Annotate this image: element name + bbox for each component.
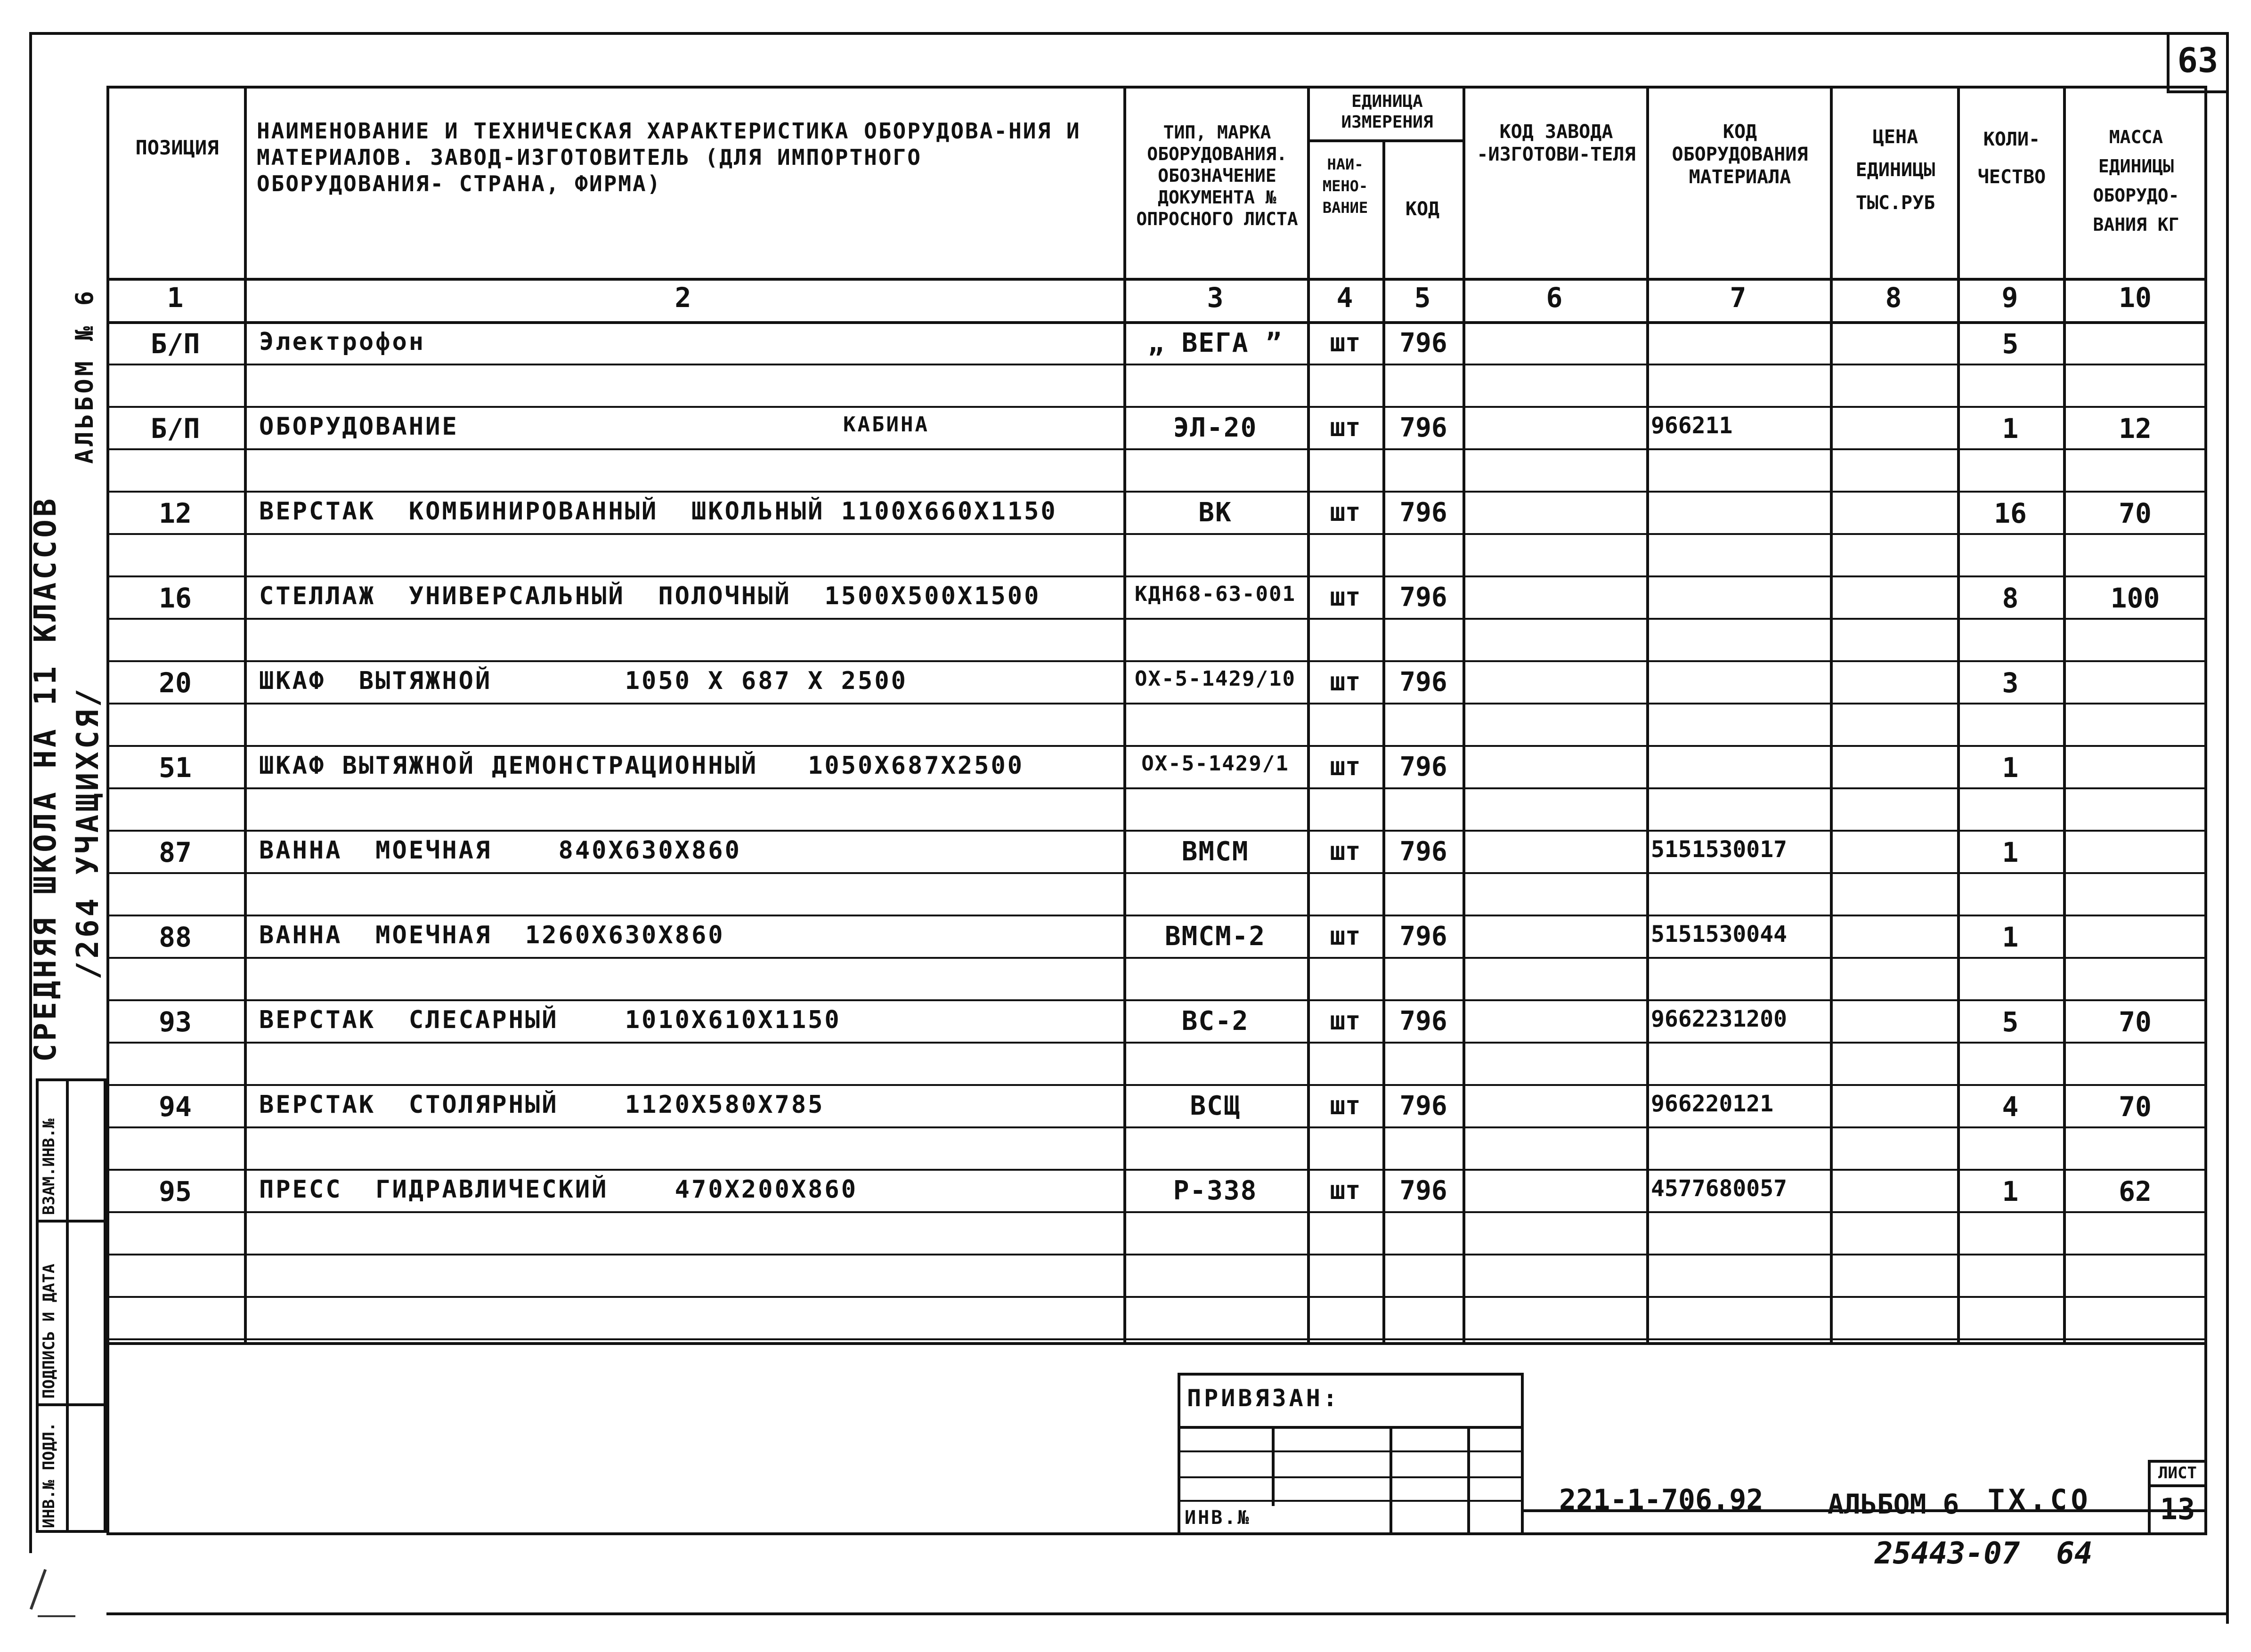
corner-mark — [30, 1569, 47, 1610]
row-name: ВАННА МОЕЧНАЯ 840Х630Х860 — [259, 836, 741, 865]
row-name: ШКАФ ВЫТЯЖНОЙ ДЕМОНСТРАЦИОННЫЙ 1050Х687Х2500 — [259, 752, 1024, 780]
row-separator — [106, 872, 2207, 874]
header-unit-name: НАИ-МЕНО-ВАНИЕ — [1322, 155, 1368, 217]
row-unit-code: 796 — [1399, 921, 1447, 952]
row-quantity: 8 — [2002, 582, 2019, 614]
row-mass: 70 — [2119, 1091, 2152, 1123]
row-type: ОХ-5-1429/1 — [1141, 752, 1289, 776]
row-separator — [106, 1338, 2207, 1340]
row-type: ВК — [1198, 497, 1232, 528]
row-unit: шт — [1330, 921, 1361, 951]
row-separator — [106, 999, 2207, 1001]
row-name-extra: КАБИНА — [843, 413, 929, 437]
row-position: 20 — [159, 667, 192, 699]
row-quantity: 1 — [2002, 1175, 2019, 1207]
col-line-3 — [1123, 86, 1126, 1342]
row-unit-code: 796 — [1399, 582, 1447, 613]
row-unit-code: 796 — [1399, 836, 1447, 867]
row-position: 94 — [159, 1091, 192, 1123]
privyazan-line-2 — [1178, 1450, 1524, 1452]
row-separator — [106, 830, 2207, 832]
row-separator — [106, 1042, 2207, 1044]
header-factory-code: КОД ЗАВОДА -ИЗГОТОВИ-ТЕЛЯ — [1477, 121, 1636, 165]
bottom-stamp-number: 25443-07 64 — [1875, 1536, 2093, 1571]
row-unit: шт — [1330, 752, 1361, 781]
column-number-7: 7 — [1730, 282, 1747, 314]
row-unit: шт — [1330, 497, 1361, 527]
row-equipment-code: 4577680057 — [1651, 1175, 1787, 1202]
row-position: 93 — [159, 1006, 192, 1038]
row-name: СТЕЛЛАЖ УНИВЕРСАЛЬНЫЙ ПОЛОЧНЫЙ 1500Х500Х1500 — [259, 582, 1041, 610]
row-quantity: 5 — [2002, 1006, 2019, 1038]
row-unit: шт — [1330, 1175, 1361, 1205]
privyazan-line-3 — [1178, 1476, 1524, 1478]
row-name: ВЕРСТАК СТОЛЯРНЫЙ 1120Х580Х785 — [259, 1091, 825, 1119]
header-price: ЦЕНА ЕДИНИЦЫ ТЫС.РУБ — [1855, 126, 1935, 214]
row-type: ВМСМ-2 — [1164, 921, 1266, 952]
row-separator — [106, 533, 2207, 535]
column-number-6: 6 — [1546, 282, 1563, 314]
row-unit-code: 796 — [1399, 413, 1447, 443]
header-unit-group: ЕДИНИЦА ИЗМЕРЕНИЯ — [1341, 92, 1433, 132]
row-unit: шт — [1330, 582, 1361, 612]
row-separator — [106, 1211, 2207, 1213]
col-line-4 — [1307, 86, 1310, 1342]
col-line-8 — [1830, 86, 1833, 1342]
col-line-9 — [1957, 86, 1960, 1342]
document-code: 221-1-706.92 — [1559, 1483, 1763, 1516]
row-unit: шт — [1330, 1006, 1361, 1036]
header-bottom-line — [106, 278, 2207, 281]
row-unit: шт — [1330, 328, 1361, 357]
column-number-4: 4 — [1336, 282, 1353, 314]
col-line-10 — [2063, 86, 2066, 1342]
column-number-3: 3 — [1207, 282, 1224, 314]
side-box-podpis-data: ПОДПИСЬ И ДАТА — [40, 1263, 58, 1399]
privyazan-vline-3 — [1467, 1426, 1470, 1535]
row-separator — [106, 1084, 2207, 1086]
inv-number-label: ИНВ.№ — [1185, 1507, 1251, 1529]
row-separator — [106, 1169, 2207, 1171]
row-mass: 62 — [2119, 1175, 2152, 1207]
page-number: 63 — [2177, 40, 2218, 80]
row-type: „ ВЕГА ” — [1148, 328, 1283, 358]
row-mass: 70 — [2119, 497, 2152, 529]
row-type: ВМСМ — [1181, 836, 1249, 867]
row-type: ВС-2 — [1181, 1006, 1249, 1037]
row-name: ПРЕСС ГИДРАВЛИЧЕСКИЙ 470Х200Х860 — [259, 1175, 858, 1204]
row-separator — [106, 915, 2207, 916]
col-line-2 — [244, 86, 247, 1342]
row-unit-code: 796 — [1399, 1091, 1447, 1121]
header-quantity: КОЛИ-ЧЕСТВО — [1977, 129, 2046, 188]
sheet-number: 13 — [2160, 1492, 2195, 1526]
row-type: КДН68-63-001 — [1135, 582, 1296, 606]
numbers-bottom-line — [106, 321, 2207, 324]
row-unit-code: 796 — [1399, 667, 1447, 697]
side-box-vzam-inv: ВЗАМ.ИНВ.№ — [40, 1118, 58, 1215]
row-unit: шт — [1330, 1091, 1361, 1120]
row-unit-code: 796 — [1399, 497, 1447, 528]
row-separator — [106, 703, 2207, 705]
row-quantity: 1 — [2002, 836, 2019, 868]
row-unit-code: 796 — [1399, 1175, 1447, 1206]
row-mass: 12 — [2119, 413, 2152, 445]
outer-frame-top — [29, 32, 2229, 35]
row-quantity: 5 — [2002, 328, 2019, 360]
row-unit: шт — [1330, 413, 1361, 442]
row-separator — [106, 1296, 2207, 1298]
row-mass: 100 — [2110, 582, 2160, 614]
privyazan-vline-2 — [1390, 1426, 1392, 1535]
outer-frame-bottom — [106, 1612, 2229, 1615]
header-unit-code: КОД — [1405, 198, 1440, 220]
row-separator — [106, 491, 2207, 493]
row-separator — [106, 745, 2207, 747]
row-quantity: 1 — [2002, 921, 2019, 953]
row-separator — [106, 618, 2207, 620]
row-name: ВАННА МОЕЧНАЯ 1260Х630Х860 — [259, 921, 725, 949]
document-mark: ТХ.СО — [1988, 1483, 2092, 1516]
row-quantity: 1 — [2002, 413, 2019, 445]
row-separator — [106, 957, 2207, 959]
side-stamp-divider — [66, 1078, 69, 1533]
header-mass: МАССА ЕДИНИЦЫ ОБОРУДО-ВАНИЯ КГ — [2093, 127, 2179, 235]
side-stamp-sep2 — [36, 1403, 106, 1406]
row-equipment-code: 966220121 — [1651, 1091, 1774, 1117]
row-separator — [106, 406, 2207, 408]
sheet-label: ЛИСТ — [2158, 1464, 2197, 1482]
privyazan-vline-1 — [1272, 1426, 1275, 1506]
row-name: Электрофон — [259, 328, 426, 356]
unit-header-split — [1307, 139, 1465, 142]
table-bottom-line — [106, 1342, 2207, 1345]
row-type: Р-338 — [1173, 1175, 1258, 1206]
row-mass: 70 — [2119, 1006, 2152, 1038]
row-quantity: 16 — [1994, 497, 2027, 529]
row-equipment-code: 9662231200 — [1651, 1006, 1787, 1032]
col-line-7 — [1646, 86, 1649, 1342]
column-number-1: 1 — [167, 282, 184, 314]
corner-mark-tail — [38, 1615, 75, 1617]
row-unit-code: 796 — [1399, 752, 1447, 782]
row-position: Б/П — [150, 328, 200, 360]
row-quantity: 3 — [2002, 667, 2019, 699]
header-position: ПОЗИЦИЯ — [135, 136, 219, 159]
row-position: 88 — [159, 921, 192, 953]
row-position: 95 — [159, 1175, 192, 1207]
row-position: 16 — [159, 582, 192, 614]
privyazan-line-1 — [1178, 1426, 1524, 1429]
row-unit: шт — [1330, 836, 1361, 866]
side-stamp-sep1 — [36, 1220, 106, 1223]
row-separator — [106, 448, 2207, 450]
row-name: ОБОРУДОВАНИЕ — [259, 413, 459, 441]
side-title-line1: СРЕДНЯЯ ШКОЛА НА 11 КЛАССОВ — [28, 495, 63, 1062]
row-type: ЭЛ-20 — [1173, 413, 1258, 443]
row-separator — [106, 364, 2207, 365]
column-number-8: 8 — [1885, 282, 1902, 314]
row-unit-code: 796 — [1399, 1006, 1447, 1037]
col-line-6 — [1463, 86, 1465, 1342]
column-number-5: 5 — [1414, 282, 1431, 314]
row-separator — [106, 787, 2207, 789]
row-equipment-code: 966211 — [1651, 413, 1733, 439]
row-quantity: 1 — [2002, 752, 2019, 784]
header-type: ТИП, МАРКА ОБОРУДОВАНИЯ. ОБОЗНАЧЕНИЕ ДОКУМЕНТА № ОПРОСНОГО ЛИСТА — [1136, 122, 1298, 229]
row-equipment-code: 5151530044 — [1651, 921, 1787, 947]
row-equipment-code: 5151530017 — [1651, 836, 1787, 863]
row-type: ОХ-5-1429/10 — [1135, 667, 1296, 691]
column-number-10: 10 — [2119, 282, 2152, 314]
column-number-9: 9 — [2001, 282, 2018, 314]
row-name: ВЕРСТАК СЛЕСАРНЫЙ 1010Х610Х1150 — [259, 1006, 841, 1034]
row-position: Б/П — [150, 413, 200, 445]
header-name: НАИМЕНОВАНИЕ И ТЕХНИЧЕСКАЯ ХАРАКТЕРИСТИКА ОБОРУДОВА-НИЯ И МАТЕРИАЛОВ. ЗАВОД-ИЗГОТОВИТЕЛЬ (ДЛЯ ИМПОРТНОГО ОБОРУДОВАНИЯ- СТРАНА, ФИРМА) — [257, 118, 1081, 196]
privyazan-label: ПРИВЯЗАН: — [1187, 1385, 1340, 1412]
row-quantity: 4 — [2002, 1091, 2019, 1123]
row-separator — [106, 1126, 2207, 1128]
row-unit-code: 796 — [1399, 328, 1447, 358]
row-name: ВЕРСТАК КОМБИНИРОВАННЫЙ ШКОЛЬНЫЙ 1100Х660Х1150 — [259, 497, 1057, 526]
side-title-line2: /264 УЧАЩИХСЯ/ — [71, 686, 106, 980]
side-box-inv-podl: ИНВ.№ ПОДЛ. — [40, 1422, 58, 1528]
row-type: ВСЩ — [1190, 1091, 1241, 1121]
row-position: 87 — [159, 836, 192, 868]
sheet-box-split — [2148, 1484, 2207, 1487]
header-equipment-code: КОД ОБОРУДОВАНИЯ МАТЕРИАЛА — [1672, 121, 1808, 188]
column-number-2: 2 — [674, 282, 691, 314]
row-separator — [106, 575, 2207, 577]
row-separator — [106, 1254, 2207, 1255]
row-position: 51 — [159, 752, 192, 784]
row-position: 12 — [159, 497, 192, 529]
row-unit: шт — [1330, 667, 1361, 696]
privyazan-line-4 — [1178, 1500, 1524, 1502]
album-number: АЛЬБОМ 6 — [1828, 1488, 1959, 1520]
outer-frame-right — [2226, 32, 2229, 1624]
side-album-label: АЛЬБОМ № 6 — [71, 288, 99, 464]
row-separator — [106, 660, 2207, 662]
row-name: ШКАФ ВЫТЯЖНОЙ 1050 Х 687 Х 2500 — [259, 667, 908, 695]
